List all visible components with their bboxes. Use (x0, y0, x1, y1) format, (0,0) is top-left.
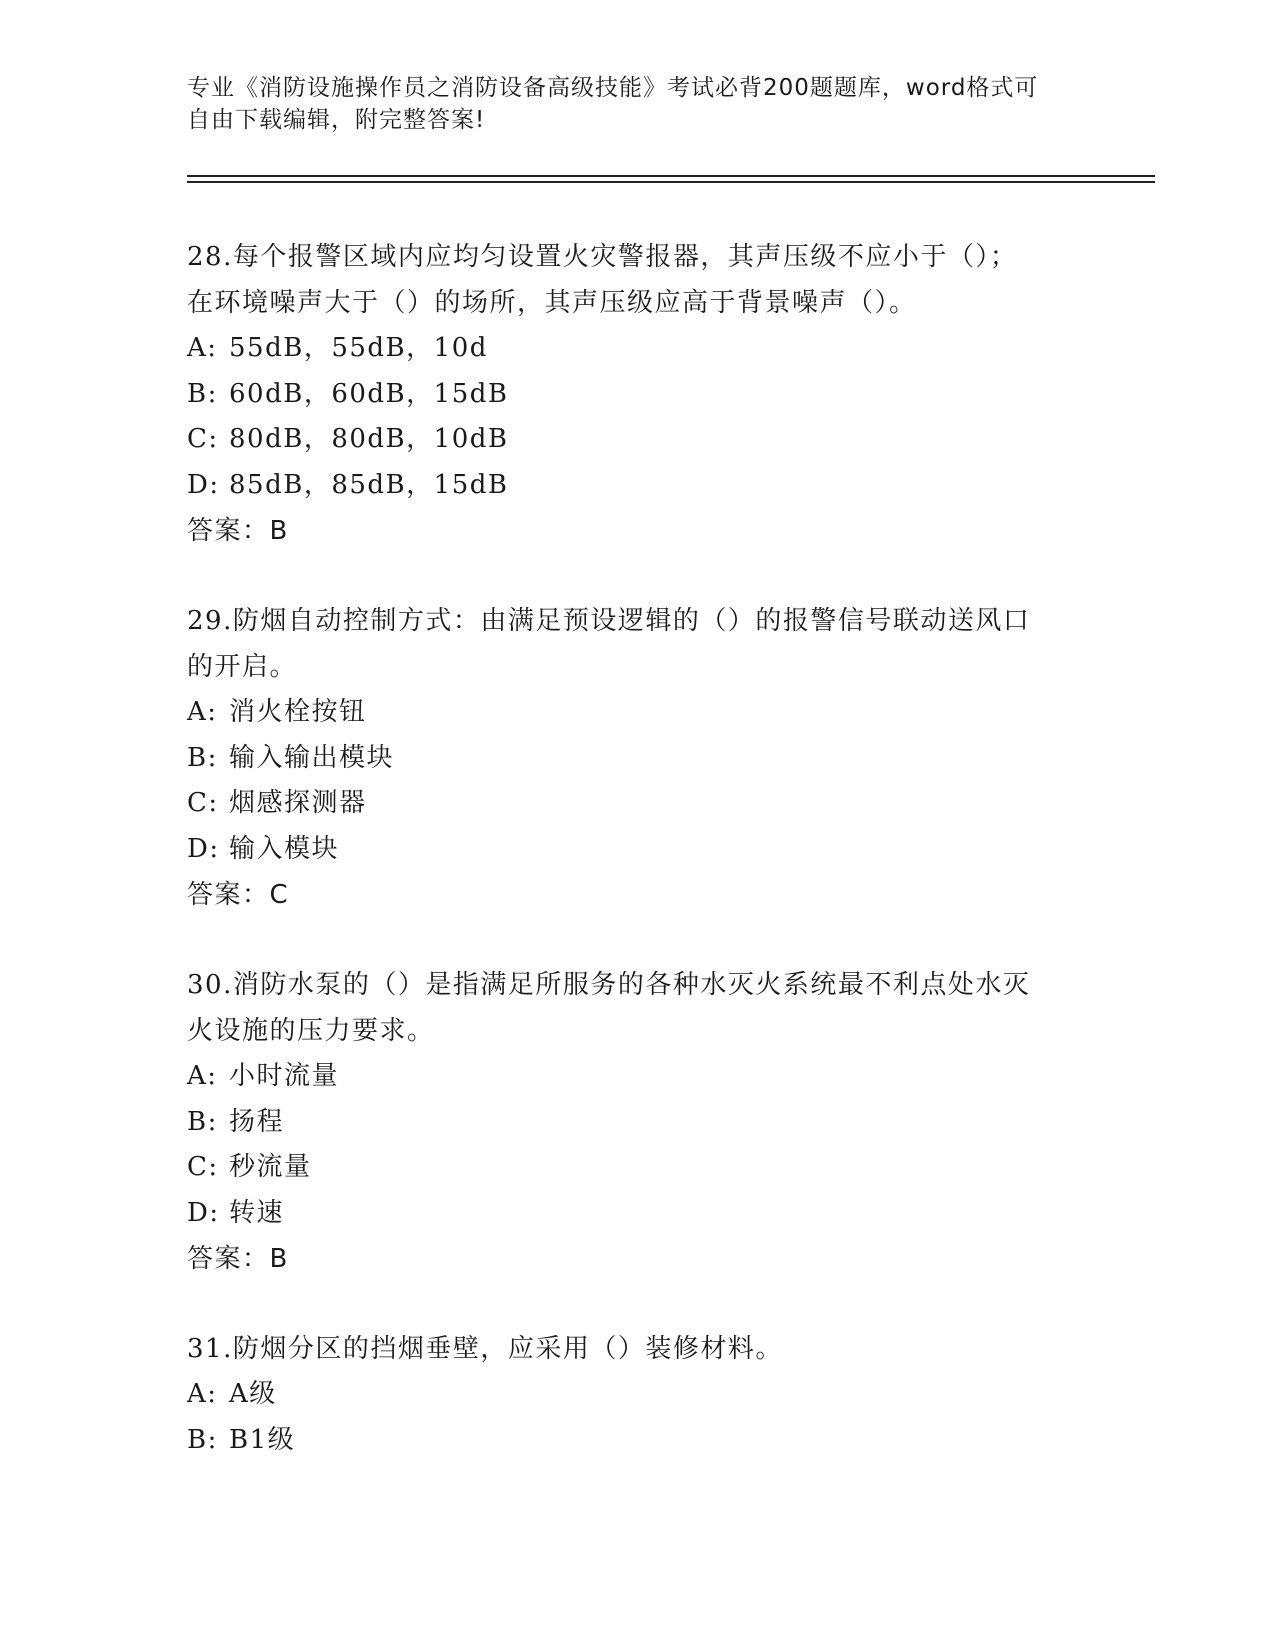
option-letter: C: (187, 424, 219, 454)
option-c (187, 1145, 1087, 1191)
option-letter: B: (187, 742, 218, 773)
option-b (187, 1100, 1087, 1146)
option-letter: A: (187, 333, 218, 363)
option-text: 输入输出模块 (229, 742, 395, 773)
option-text: 小时流量 (229, 1061, 340, 1091)
header-line-1: 专业《消防设施操作员之消防设备高级技能》考试必背200题题库，word格式可 (187, 75, 1039, 101)
question-stem-line: 29.防烟自动控制方式：由满足预设逻辑的（）的报警信号联动送风口 (187, 606, 1031, 636)
option-a (187, 1054, 1087, 1100)
question-31 (187, 1326, 1087, 1463)
option-d (187, 827, 1087, 873)
option-text: 扬程 (229, 1106, 285, 1137)
option-letter: D: (187, 469, 220, 500)
header-divider-bottom (187, 181, 1155, 183)
option-a (187, 326, 1087, 372)
option-c (187, 781, 1087, 827)
option-letter: C: (187, 788, 219, 818)
option-a (187, 690, 1087, 736)
option-letter: A: (187, 1379, 218, 1409)
question-stem-line: 的开启。 (187, 652, 298, 682)
option-letter: B: (187, 1424, 218, 1455)
option-letter: D: (187, 833, 220, 864)
header-divider-top (187, 175, 1155, 177)
option-b (187, 372, 1087, 418)
question-stem-line: 在环境噪声大于（）的场所，其声压级应高于背景噪声（）。 (187, 288, 917, 318)
question-28 (187, 234, 1087, 554)
option-text: 80dB，80dB，10dB (229, 424, 509, 454)
option-text: 输入模块 (229, 833, 340, 864)
option-c (187, 417, 1087, 463)
question-stem-line: 28.每个报警区域内应均匀设置火灾警报器，其声压级不应小于（）； (187, 242, 1018, 272)
option-text: 55dB，55dB，10d (229, 333, 488, 363)
option-d (187, 1191, 1087, 1237)
option-b (187, 1418, 1087, 1464)
option-text: 秒流量 (229, 1152, 312, 1182)
option-text: 消火栓按钮 (229, 697, 367, 727)
question-29 (187, 598, 1087, 918)
option-a (187, 1372, 1087, 1418)
option-text: 转速 (229, 1197, 285, 1228)
option-letter: B: (187, 1106, 218, 1137)
option-text: 烟感探测器 (229, 788, 367, 818)
option-letter: D: (187, 1197, 220, 1228)
option-letter: A: (187, 697, 218, 727)
option-d (187, 463, 1087, 509)
option-text: A级 (229, 1379, 277, 1409)
answer-line: 答案：B (187, 516, 289, 546)
question-stem-line: 火设施的压力要求。 (187, 1016, 435, 1046)
option-letter: C: (187, 1152, 219, 1182)
option-letter: A: (187, 1061, 218, 1091)
option-b (187, 736, 1087, 782)
header-line-2: 自由下载编辑，附完整答案! (187, 107, 486, 133)
question-stem-line: 31.防烟分区的挡烟垂壁，应采用（）装修材料。 (187, 1334, 783, 1364)
document-header (187, 72, 1087, 136)
option-text: 60dB，60dB，15dB (229, 378, 509, 409)
answer-line: 答案：B (187, 1244, 289, 1274)
option-text: B1级 (229, 1424, 296, 1455)
answer-line: 答案：C (187, 880, 290, 910)
question-30 (187, 962, 1087, 1282)
option-letter: B: (187, 378, 218, 409)
question-stem-line: 30.消防水泵的（）是指满足所服务的各种水灭火系统最不利点处水灭 (187, 970, 1031, 1000)
option-text: 85dB，85dB，15dB (229, 469, 509, 500)
